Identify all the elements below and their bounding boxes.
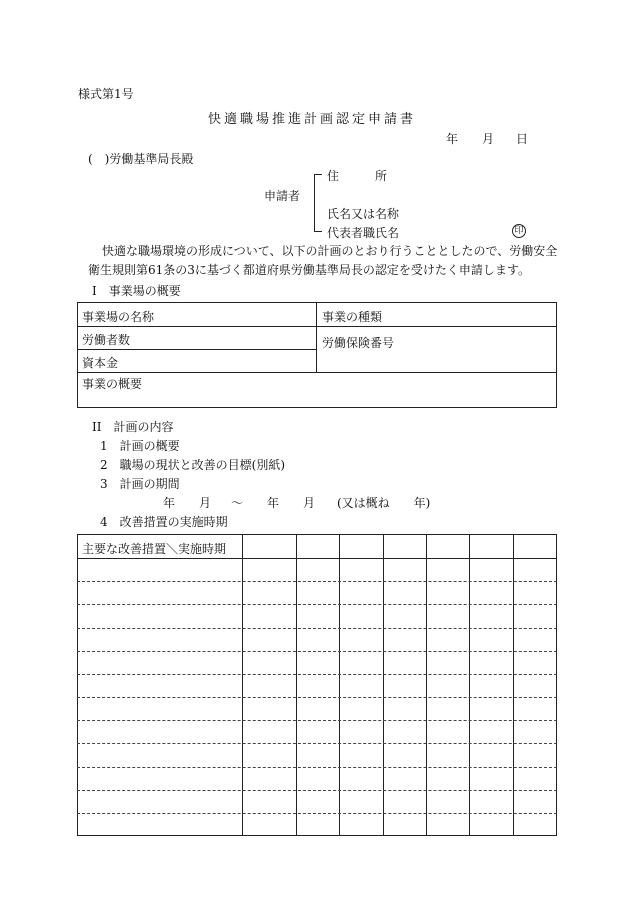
plan-item-2: 2 職場の現状と改善の目標(別紙): [100, 458, 285, 472]
schedule-row-divider: [77, 790, 557, 791]
date-year: 年: [446, 132, 459, 146]
schedule-row-divider: [77, 581, 557, 582]
schedule-row-divider: [77, 604, 557, 605]
schedule-row-divider: [77, 767, 557, 768]
schedule-row-divider: [77, 743, 557, 744]
plan-item-1: 1 計画の概要: [100, 439, 180, 453]
body-text-line-1: 快適な職場環境の形成について、以下の計画のとおり行うこととしたので、労働安全: [102, 244, 558, 258]
field-workers: 労働者数: [82, 333, 131, 347]
document-title: 快適職場推進計画認定申請書: [208, 112, 417, 127]
field-overview: 事業の概要: [82, 377, 143, 391]
applicant-representative-label: 代表者職氏名: [327, 226, 400, 240]
period-end-year: 年: [267, 496, 280, 510]
plan-item-3: 3 計画の期間: [100, 477, 180, 491]
schedule-row-divider: [77, 720, 557, 721]
schedule-row-divider: [77, 628, 557, 629]
form-number: 様式第1号: [78, 87, 134, 101]
date-day: 日: [516, 132, 529, 146]
schedule-header-divider: [77, 558, 557, 559]
period-start-month: 月: [199, 496, 212, 510]
applicant-bracket: [314, 174, 315, 231]
body-text-line-2: 衛生規則第61条の3に基づく都道府県労働基準局長の認定を受けたく申請します。: [88, 263, 530, 277]
period-tilde: 〜: [231, 496, 244, 510]
date-month: 月: [482, 132, 495, 146]
field-establishment-name: 事業場の名称: [82, 310, 155, 324]
schedule-table-header: 主要な改善措置＼実施時期: [82, 542, 227, 556]
schedule-row-divider: [77, 697, 557, 698]
period-end-month: 月: [303, 496, 316, 510]
field-capital: 資本金: [82, 356, 119, 370]
seal-mark: 印: [512, 224, 526, 238]
applicant-name-label: 氏名又は名称: [327, 207, 400, 221]
applicant-address-label: 住 所: [327, 169, 388, 183]
section2-heading: II 計画の内容: [92, 420, 174, 434]
schedule-row-divider: [77, 651, 557, 652]
plan-item-4: 4 改善措置の実施時期: [100, 515, 228, 529]
period-approx: (又は概ね 年): [337, 496, 431, 510]
addressee: ( )労働基準局長殿: [88, 152, 194, 166]
applicant-label: 申請者: [264, 189, 301, 203]
period-start-year: 年: [163, 496, 176, 510]
schedule-row-divider: [77, 674, 557, 675]
section1-heading: I 事業場の概要: [92, 284, 181, 298]
field-insurance-number: 労働保険番号: [322, 336, 395, 350]
field-business-type: 事業の種類: [322, 310, 383, 324]
schedule-row-divider: [77, 813, 557, 814]
